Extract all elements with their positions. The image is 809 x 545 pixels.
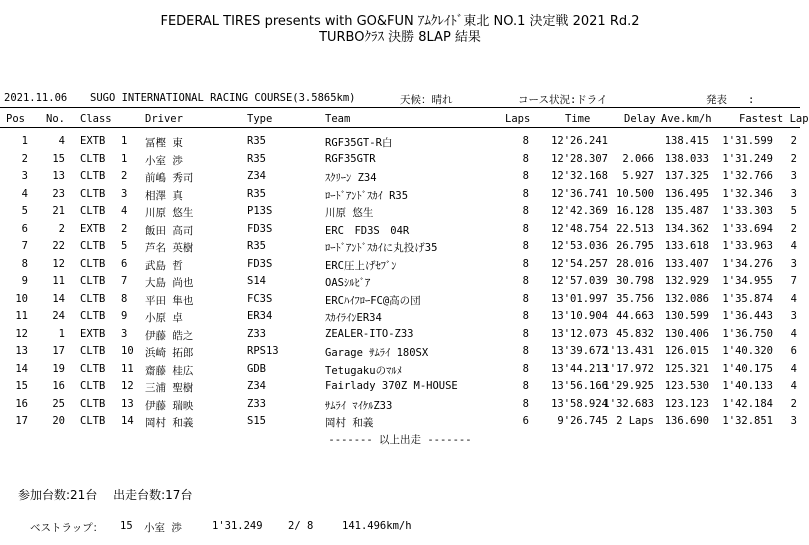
race-date: 2021.11.06 xyxy=(4,92,68,104)
cell-avg-speed: 136.690 xyxy=(664,415,709,427)
cell-laps: 8 xyxy=(522,310,529,322)
cell-team: ERC FD3S 04R xyxy=(325,224,410,237)
cell-team: ERCﾊｲﾌﾛｰFC@高の団 xyxy=(325,294,421,307)
cell-laps: 8 xyxy=(522,345,529,357)
cell-type: P13S xyxy=(247,205,273,217)
cell-delay: 2 Laps xyxy=(616,415,654,427)
table-row xyxy=(0,258,800,275)
header-class: Class xyxy=(80,113,112,125)
cell-class: EXTB xyxy=(80,135,106,147)
cell-pos: 10 xyxy=(15,292,28,305)
cell-type: Z34 xyxy=(247,170,266,182)
cell-team: RGF35GT-R白 xyxy=(325,137,393,149)
cell-driver: 小室 渉 xyxy=(145,154,183,167)
cell-driver: 岡村 和義 xyxy=(145,417,194,429)
cell-team: ｽｸﾘｰﾝ Z34 xyxy=(325,172,377,184)
cell-no: 20 xyxy=(52,415,65,427)
cell-delay: 1'13.431 xyxy=(603,345,654,357)
cell-fastest-lap: 1'35.874 xyxy=(722,292,773,305)
cell-time: 13'01.997 xyxy=(551,292,608,305)
best-lap-speed: 141.496km/h xyxy=(342,520,412,532)
cell-class-pos: 1 xyxy=(121,135,128,147)
cell-fastest-lap-no: 7 xyxy=(790,275,797,287)
cell-no: 24 xyxy=(52,310,65,322)
cell-class: CLTB xyxy=(80,275,106,287)
cell-avg-speed: 133.618 xyxy=(664,240,709,252)
cell-fastest-lap-no: 4 xyxy=(790,327,797,340)
cell-delay: 30.798 xyxy=(616,275,654,287)
header-team: Team xyxy=(325,113,351,125)
cell-fastest-lap: 1'33.694 xyxy=(722,222,773,235)
cell-class-pos: 14 xyxy=(121,415,134,427)
header-driver: Driver xyxy=(145,113,183,125)
cell-no: 19 xyxy=(52,362,65,375)
cell-avg-speed: 135.487 xyxy=(664,205,709,217)
cell-driver: 芦名 英樹 xyxy=(145,242,194,254)
cell-type: Z33 xyxy=(247,327,266,340)
cell-avg-speed: 126.015 xyxy=(664,345,709,357)
header-top-rule xyxy=(0,107,800,108)
cell-driver: 齋藤 桂広 xyxy=(145,364,194,377)
cell-delay: 22.513 xyxy=(616,222,654,235)
cell-class-pos: 3 xyxy=(121,327,128,340)
cell-fastest-lap: 1'34.276 xyxy=(722,257,773,270)
cell-driver: 相澤 真 xyxy=(145,189,183,202)
cell-driver: 武島 哲 xyxy=(145,259,183,272)
cell-no: 23 xyxy=(52,187,65,200)
cell-no: 22 xyxy=(52,240,65,252)
cell-team: ERC圧上げｾﾌﾞﾝ xyxy=(325,259,397,272)
cell-class-pos: 2 xyxy=(121,222,128,235)
weather: 天候：晴れ xyxy=(400,94,453,106)
cell-no: 4 xyxy=(58,135,65,147)
cell-laps: 8 xyxy=(522,205,529,217)
header-time: Time xyxy=(565,113,591,125)
cell-driver: 飯田 高司 xyxy=(145,224,194,237)
table-row xyxy=(0,170,800,187)
cell-no: 14 xyxy=(52,292,65,305)
cell-team: ｽｶｲﾗｲﾝER34 xyxy=(325,312,382,324)
cell-pos: 16 xyxy=(15,397,28,410)
announce-time: 発表 : xyxy=(706,94,755,106)
cell-team: ﾛｰﾄﾞｱﾝﾄﾞｽｶｲに丸投げ35 xyxy=(325,242,438,254)
header-laps: Laps xyxy=(505,113,531,125)
cell-class: CLTB xyxy=(80,152,106,165)
cell-driver: 前嶋 秀司 xyxy=(145,172,194,184)
cell-laps: 8 xyxy=(522,292,529,305)
cell-time: 12'32.168 xyxy=(551,170,608,182)
table-row xyxy=(0,293,800,310)
cell-team: RGF35GTR xyxy=(325,152,376,165)
cell-driver: 三浦 聖樹 xyxy=(145,382,194,394)
cell-fastest-lap-no: 4 xyxy=(790,362,797,375)
cell-fastest-lap-no: 2 xyxy=(790,222,797,235)
cell-driver: 浜崎 拓郎 xyxy=(145,347,194,359)
cell-driver: 伊藤 皓之 xyxy=(145,329,194,342)
cell-fastest-lap: 1'32.851 xyxy=(722,415,773,427)
cell-driver: 平田 隼也 xyxy=(145,294,194,307)
cell-fastest-lap: 1'31.599 xyxy=(722,135,773,147)
table-row xyxy=(0,328,800,345)
cell-pos: 9 xyxy=(21,275,28,287)
cell-avg-speed: 138.415 xyxy=(664,135,709,147)
cell-class: EXTB xyxy=(80,327,106,340)
cell-type: R35 xyxy=(247,152,266,165)
cell-driver: 大島 尚也 xyxy=(145,277,194,289)
cell-class: CLTB xyxy=(80,292,106,305)
best-lap-driver: 小室 渉 xyxy=(144,522,182,534)
cell-fastest-lap-no: 3 xyxy=(790,187,797,200)
cell-class: CLTB xyxy=(80,345,106,357)
cell-pos: 6 xyxy=(21,222,28,235)
cell-class: CLTB xyxy=(80,362,106,375)
cell-type: R35 xyxy=(247,187,266,200)
title-line-2: TURBOｸﾗｽ 決勝 8LAP 結果 xyxy=(319,30,481,45)
cell-type: FD3S xyxy=(247,257,273,270)
cell-class-pos: 13 xyxy=(121,397,134,410)
cell-fastest-lap: 1'34.955 xyxy=(722,275,773,287)
best-lap-lap: 2/ 8 xyxy=(288,520,314,532)
cell-team: Fairlady 370Z M-HOUSE xyxy=(325,380,458,392)
table-row xyxy=(0,310,800,327)
cell-fastest-lap-no: 3 xyxy=(790,170,797,182)
cell-class: CLTB xyxy=(80,310,106,322)
table-row xyxy=(0,345,800,362)
cell-type: S15 xyxy=(247,415,266,427)
cell-team: OASｼﾙﾋﾞｱ xyxy=(325,277,371,289)
cell-time: 13'58.924 xyxy=(551,397,608,410)
cell-avg-speed: 130.406 xyxy=(664,327,709,340)
cell-time: 12'36.741 xyxy=(551,187,608,200)
cell-laps: 8 xyxy=(522,135,529,147)
cell-fastest-lap-no: 4 xyxy=(790,292,797,305)
cell-pos: 4 xyxy=(21,187,28,200)
cell-driver: 伊藤 瑞映 xyxy=(145,399,194,412)
cell-time: 13'44.213 xyxy=(551,362,608,375)
cell-laps: 8 xyxy=(522,240,529,252)
table-row xyxy=(0,135,800,152)
table-row xyxy=(0,380,800,397)
cell-fastest-lap: 1'36.443 xyxy=(722,310,773,322)
cell-delay: 1'17.972 xyxy=(603,362,654,375)
cell-class: CLTB xyxy=(80,397,106,410)
cell-no: 11 xyxy=(52,275,65,287)
cell-type: Z33 xyxy=(247,397,266,410)
cell-type: RPS13 xyxy=(247,345,279,357)
header-fastest-lap: Fastest Lap xyxy=(739,113,809,125)
cell-avg-speed: 132.929 xyxy=(664,275,709,287)
cell-time: 13'12.073 xyxy=(551,327,608,340)
table-row xyxy=(0,223,800,240)
cell-no: 15 xyxy=(52,152,65,165)
cell-laps: 8 xyxy=(522,275,529,287)
cell-laps: 8 xyxy=(522,257,529,270)
cell-fastest-lap-no: 6 xyxy=(790,345,797,357)
cell-no: 16 xyxy=(52,380,65,392)
table-row xyxy=(0,415,800,432)
best-lap-no: 15 xyxy=(120,520,133,532)
cell-fastest-lap-no: 2 xyxy=(790,135,797,147)
cell-class-pos: 8 xyxy=(121,292,128,305)
header-bottom-rule xyxy=(0,127,800,128)
cell-class-pos: 11 xyxy=(121,362,134,375)
cell-laps: 8 xyxy=(522,222,529,235)
header-pos: Pos xyxy=(6,113,25,125)
cell-class: CLTB xyxy=(80,205,106,217)
cell-fastest-lap-no: 2 xyxy=(790,397,797,410)
cell-type: R35 xyxy=(247,240,266,252)
cell-pos: 2 xyxy=(21,152,28,165)
cell-time: 12'54.257 xyxy=(551,257,608,270)
cell-fastest-lap: 1'40.175 xyxy=(722,362,773,375)
cell-type: Z34 xyxy=(247,380,266,392)
cell-class: CLTB xyxy=(80,240,106,252)
header-no: No. xyxy=(46,113,65,125)
cell-fastest-lap: 1'36.750 xyxy=(722,327,773,340)
cell-pos: 1 xyxy=(21,135,28,147)
cell-team: ﾛｰﾄﾞｱﾝﾄﾞｽｶｲ R35 xyxy=(325,189,409,202)
table-row xyxy=(0,275,800,292)
cell-delay: 16.128 xyxy=(616,205,654,217)
cell-avg-speed: 125.321 xyxy=(664,362,709,375)
cell-no: 17 xyxy=(52,345,65,357)
cell-class: CLTB xyxy=(80,187,106,200)
title-line-1: FEDERAL TIRES presents with GO&FUN ｱﾑｸﾚｲﾄﾞ東北 NO.1 決定戦 2021 Rd.2 xyxy=(160,14,640,29)
cell-no: 1 xyxy=(58,327,65,340)
cell-class-pos: 5 xyxy=(121,240,128,252)
cell-pos: 7 xyxy=(21,240,28,252)
cell-fastest-lap: 1'32.346 xyxy=(722,187,773,200)
cell-time: 13'56.166 xyxy=(551,380,608,392)
cell-delay: 44.663 xyxy=(616,310,654,322)
cell-type: FD3S xyxy=(247,222,273,235)
cell-class-pos: 4 xyxy=(121,205,128,217)
cell-class-pos: 12 xyxy=(121,380,134,392)
cell-fastest-lap-no: 5 xyxy=(790,205,797,217)
cell-fastest-lap: 1'42.184 xyxy=(722,397,773,410)
cell-team: ｻﾑﾗｲ ﾏｲｹﾙZ33 xyxy=(325,399,393,412)
cell-class: EXTB xyxy=(80,222,106,235)
cell-type: ER34 xyxy=(247,310,273,322)
table-row xyxy=(0,398,800,415)
cell-time: 12'53.036 xyxy=(551,240,608,252)
cell-pos: 12 xyxy=(15,327,28,340)
cell-class: CLTB xyxy=(80,415,106,427)
cell-delay: 45.832 xyxy=(616,327,654,340)
cell-driver: 川原 悠生 xyxy=(145,207,194,219)
table-row xyxy=(0,240,800,257)
cell-laps: 8 xyxy=(522,187,529,200)
cell-laps: 6 xyxy=(522,415,529,427)
cell-driver: 冨樫 東 xyxy=(145,137,183,149)
best-lap-time: 1'31.249 xyxy=(212,520,263,532)
cell-delay: 1'32.683 xyxy=(603,397,654,410)
cell-fastest-lap-no: 3 xyxy=(790,415,797,427)
cell-time: 12'48.754 xyxy=(551,222,608,235)
cell-fastest-lap: 1'31.249 xyxy=(722,152,773,165)
cell-avg-speed: 133.407 xyxy=(664,257,709,270)
cell-type: GDB xyxy=(247,362,266,375)
cell-avg-speed: 138.033 xyxy=(664,152,709,165)
cell-class-pos: 3 xyxy=(121,187,128,200)
cell-avg-speed: 123.530 xyxy=(664,380,709,392)
cell-fastest-lap: 1'33.303 xyxy=(722,205,773,217)
cell-fastest-lap: 1'40.133 xyxy=(722,380,773,392)
cell-class-pos: 9 xyxy=(121,310,128,322)
cell-class: CLTB xyxy=(80,380,106,392)
cell-time: 12'26.241 xyxy=(551,135,608,147)
header-delay: Delay xyxy=(624,113,656,125)
cell-laps: 8 xyxy=(522,152,529,165)
cell-no: 2 xyxy=(58,222,65,235)
end-marker: ------- 以上出走 ------- xyxy=(328,434,472,446)
cell-fastest-lap-no: 2 xyxy=(790,152,797,165)
header-avg-speed: Ave.km/h xyxy=(661,113,712,125)
cell-avg-speed: 130.599 xyxy=(664,310,709,322)
track-condition: コース状況:ドライ xyxy=(518,94,608,106)
cell-time: 13'10.904 xyxy=(551,310,608,322)
cell-fastest-lap: 1'33.963 xyxy=(722,240,773,252)
cell-fastest-lap-no: 3 xyxy=(790,257,797,270)
cell-time: 12'57.039 xyxy=(551,275,608,287)
cell-team: ZEALER-ITO-Z33 xyxy=(325,327,414,340)
cell-laps: 8 xyxy=(522,380,529,392)
cell-laps: 8 xyxy=(522,397,529,410)
cell-team: 岡村 和義 xyxy=(325,417,374,429)
cell-fastest-lap: 1'32.766 xyxy=(722,170,773,182)
cell-pos: 17 xyxy=(15,415,28,427)
table-row xyxy=(0,363,800,380)
cell-class-pos: 10 xyxy=(121,345,134,357)
cell-no: 21 xyxy=(52,205,65,217)
cell-delay: 2.066 xyxy=(622,152,654,165)
cell-team: Tetugakuのﾏﾙﾒ xyxy=(325,364,402,377)
cell-class-pos: 2 xyxy=(121,170,128,182)
cell-driver: 小原 卓 xyxy=(145,312,183,324)
cell-type: R35 xyxy=(247,135,266,147)
cell-time: 9'26.745 xyxy=(557,415,608,427)
cell-laps: 8 xyxy=(522,170,529,182)
cell-type: S14 xyxy=(247,275,266,287)
cell-avg-speed: 123.123 xyxy=(664,397,709,410)
cell-fastest-lap-no: 3 xyxy=(790,310,797,322)
cell-pos: 11 xyxy=(15,310,28,322)
header-type: Type xyxy=(247,113,273,125)
cell-delay: 26.795 xyxy=(616,240,654,252)
cell-pos: 5 xyxy=(21,205,28,217)
cell-avg-speed: 137.325 xyxy=(664,170,709,182)
cell-fastest-lap-no: 4 xyxy=(790,380,797,392)
cell-pos: 8 xyxy=(21,257,28,270)
cell-type: FC3S xyxy=(247,292,273,305)
cell-pos: 14 xyxy=(15,362,28,375)
cell-class-pos: 7 xyxy=(121,275,128,287)
cell-delay: 35.756 xyxy=(616,292,654,305)
cell-laps: 8 xyxy=(522,327,529,340)
cell-class: CLTB xyxy=(80,257,106,270)
cell-avg-speed: 132.086 xyxy=(664,292,709,305)
cell-time: 12'28.307 xyxy=(551,152,608,165)
cell-avg-speed: 134.362 xyxy=(664,222,709,235)
cell-time: 12'42.369 xyxy=(551,205,608,217)
cell-delay: 1'29.925 xyxy=(603,380,654,392)
table-row xyxy=(0,188,800,205)
cell-no: 13 xyxy=(52,170,65,182)
cell-team: Garage ｻﾑﾗｲ 180SX xyxy=(325,347,429,359)
cell-no: 12 xyxy=(52,257,65,270)
cell-class: CLTB xyxy=(80,170,106,182)
cell-delay: 10.500 xyxy=(616,187,654,200)
cell-class-pos: 1 xyxy=(121,152,128,165)
table-row xyxy=(0,205,800,222)
table-row xyxy=(0,153,800,170)
cell-team: 川原 悠生 xyxy=(325,207,374,219)
best-lap-label: ベストラップ： xyxy=(30,522,104,534)
cell-pos: 13 xyxy=(15,345,28,357)
cell-time: 13'39.672 xyxy=(551,345,608,357)
cell-laps: 8 xyxy=(522,362,529,375)
cell-pos: 3 xyxy=(21,170,28,182)
cell-avg-speed: 136.495 xyxy=(664,187,709,200)
course-name: SUGO INTERNATIONAL RACING COURSE(3.5865km) xyxy=(90,92,356,104)
cell-delay: 28.016 xyxy=(616,257,654,270)
cell-fastest-lap: 1'40.320 xyxy=(722,345,773,357)
entry-summary: 参加台数:21台 出走台数:17台 xyxy=(18,488,193,502)
cell-pos: 15 xyxy=(15,380,28,392)
cell-delay: 5.927 xyxy=(622,170,654,182)
cell-fastest-lap-no: 4 xyxy=(790,240,797,252)
cell-class-pos: 6 xyxy=(121,257,128,270)
cell-no: 25 xyxy=(52,397,65,410)
